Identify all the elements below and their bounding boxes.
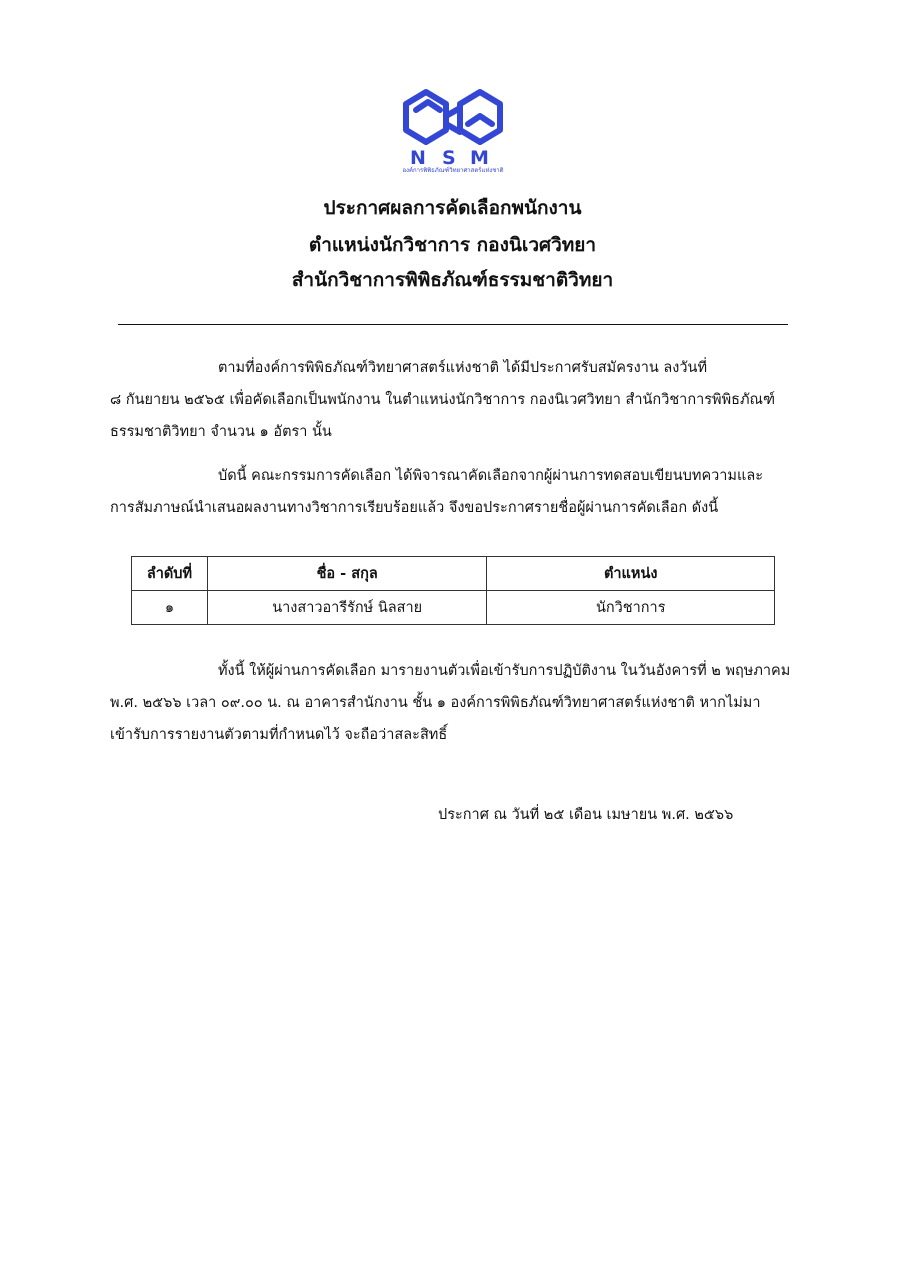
paragraph-intro-line-2: ๘ กันยายน ๒๕๖๕ เพื่อคัดเลือกเป็นพนักงาน ในตำแหน่งนักวิชาการ กองนิเวศวิทยา สำนักวิชาการพิพิธภัณฑ์ <box>110 392 776 408</box>
paragraph-result <box>110 460 800 524</box>
announcement-date: ประกาศ ณ วันที่ ๒๕ เดือน เมษายน พ.ศ. ๒๕๖๖ <box>438 807 734 823</box>
header-position: ตำแหน่ง <box>487 557 775 591</box>
paragraph-report-line-2: พ.ศ. ๒๕๖๖ เวลา ๐๙.๐๐ น. ณ อาคารสำนักงาน ชั้น ๑ องค์การพิพิธภัณฑ์วิทยาศาสตร์แห่งชาติ หากไม่มา <box>110 695 761 711</box>
title-divider <box>118 324 788 325</box>
cell-order: ๑ <box>132 591 208 625</box>
header-name: ชื่อ - สกุล <box>207 557 487 591</box>
logo-caption: องค์การพิพิธภัณฑ์วิทยาศาสตร์แห่งชาติ <box>402 167 504 174</box>
logo-letter-m: M <box>470 147 489 169</box>
cell-name: นางสาวอารีรักษ์ นิลสาย <box>207 591 487 625</box>
paragraph-intro-line-3: ธรรมชาติวิทยา จำนวน ๑ อัตรา นั้น <box>110 424 332 440</box>
paragraph-report-instructions <box>110 655 800 751</box>
paragraph-result-line-1: บัดนี้ คณะกรรมการคัดเลือก ได้พิจารณาคัดเลือกจากผู้ผ่านการทดสอบเขียนบทความและ <box>218 468 764 484</box>
title-line-2: ตำแหน่งนักวิชาการ กองนิเวศวิทยา <box>308 234 597 256</box>
title-line-1: ประกาศผลการคัดเลือกพนักงาน <box>323 197 582 219</box>
paragraph-report-line-3: เข้ารับการรายงานตัวตามที่กำหนดไว้ จะถือว่าสละสิทธิ์ <box>110 727 448 743</box>
paragraph-result-line-2: การสัมภาษณ์นำเสนอผลงานทางวิชาการเรียบร้อยแล้ว จึงขอประกาศรายชื่อผู้ผ่านการคัดเลือก ดังนี้ <box>110 500 719 516</box>
paragraph-intro <box>110 352 800 448</box>
paragraph-report-line-1: ทั้งนี้ ให้ผู้ผ่านการคัดเลือก มารายงานตัวเพื่อเข้ารับการปฏิบัติงาน ในวันอังคารที่ ๒ พฤษภาคม <box>218 663 791 679</box>
cell-position: นักวิชาการ <box>487 591 775 625</box>
nsm-logo <box>398 80 508 176</box>
header-order: ลำดับที่ <box>132 557 208 591</box>
table-header-row <box>132 557 775 591</box>
results-table <box>131 556 775 625</box>
logo-letter-n: N <box>410 147 426 169</box>
table-row <box>132 591 775 625</box>
logo-letter-s: S <box>442 147 456 169</box>
paragraph-intro-line-1: ตามที่องค์การพิพิธภัณฑ์วิทยาศาสตร์แห่งชาติ ได้มีประกาศรับสมัครงาน ลงวันที่ <box>218 360 707 376</box>
title-line-3: สำนักวิชาการพิพิธภัณฑ์ธรรมชาติวิทยา <box>291 269 614 291</box>
